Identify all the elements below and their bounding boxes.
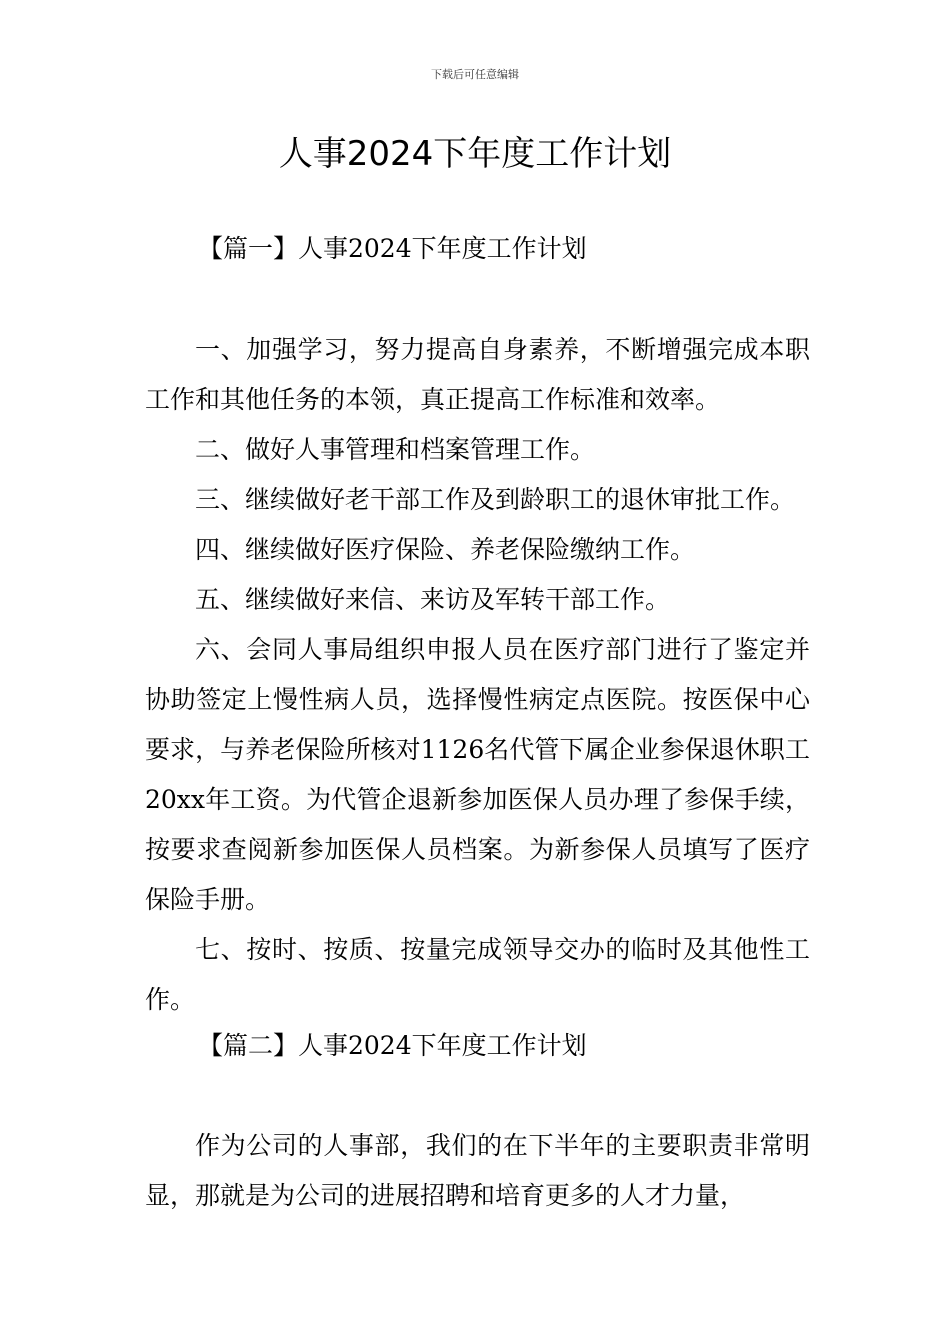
section-heading-1: 【篇一】人事2024下年度工作计划 bbox=[198, 234, 587, 263]
paragraph: 五、继续做好来信、来访及军转干部工作。 bbox=[195, 585, 671, 614]
paragraph: 六、会同人事局组织申报人员在医疗部门进行了鉴定并协助签定上慢性病人员，选择慢性病定点医院。按医保中心要求，与养老保险所核对1126名代管下属企业参保退休职工20xx年工资。为代管企退新参加医保人员办理了参保手续，按要求查阅新参加医保人员档案。为新参保人员填写了医疗保险手册。 bbox=[145, 635, 810, 914]
header-note: 下载后可任意编辑 bbox=[431, 68, 519, 81]
paragraph: 二、做好人事管理和档案管理工作。 bbox=[195, 435, 596, 464]
paragraph: 作为公司的人事部，我们的在下半年的主要职责非常明显，那就是为公司的进展招聘和培育更多的人才力量， bbox=[145, 1131, 810, 1210]
document-title: 人事2024下年度工作计划 bbox=[278, 134, 672, 174]
section-1-body bbox=[145, 325, 810, 1025]
paragraph: 四、继续做好医疗保险、养老保险缴纳工作。 bbox=[195, 535, 696, 564]
section-2-body bbox=[145, 1121, 810, 1221]
section-heading-2: 【篇二】人事2024下年度工作计划 bbox=[198, 1031, 587, 1060]
paragraph: 七、按时、按质、按量完成领导交办的临时及其他性工作。 bbox=[145, 935, 810, 1014]
paragraph: 三、继续做好老干部工作及到龄职工的退休审批工作。 bbox=[195, 485, 796, 514]
paragraph: 一、加强学习，努力提高自身素养，不断增强完成本职工作和其他任务的本领，真正提高工作标准和效率。 bbox=[145, 335, 810, 414]
